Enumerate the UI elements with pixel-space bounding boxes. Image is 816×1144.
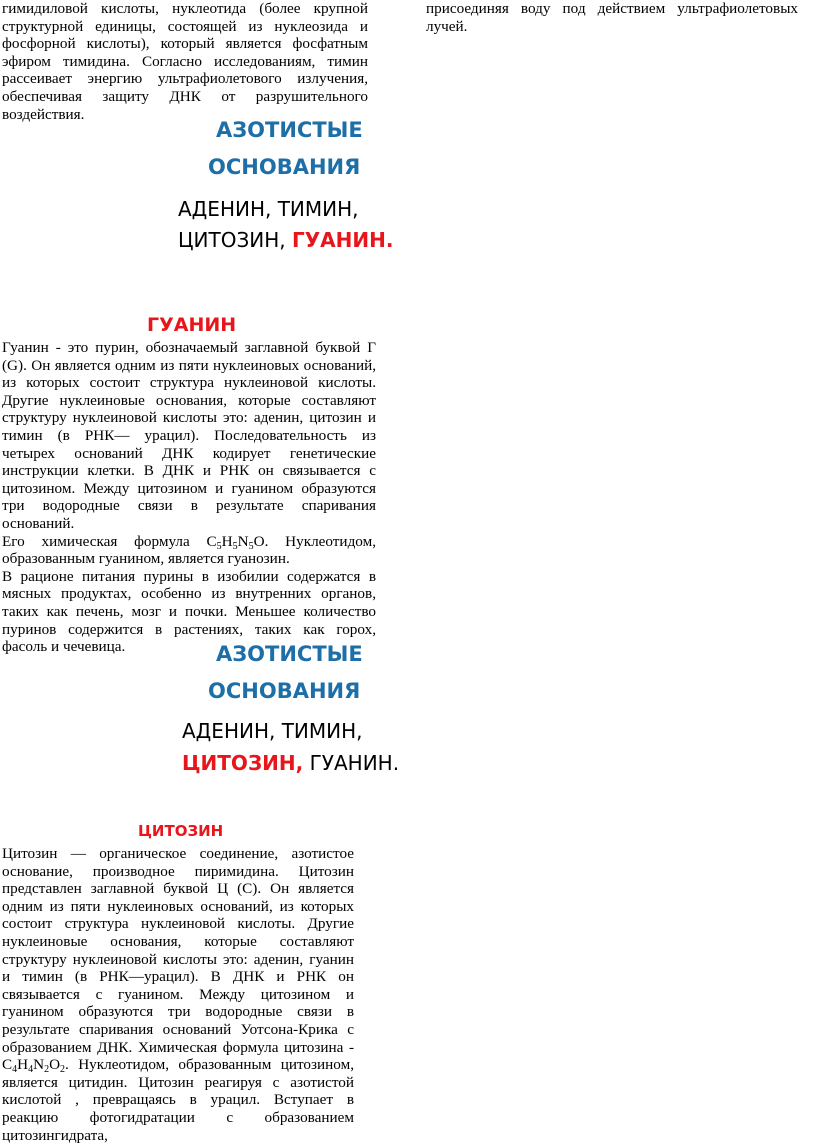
section-heading-line2: ОСНОВАНИЯ: [208, 155, 361, 179]
bases-list-plain: ЦИТОЗИН,: [178, 228, 292, 252]
section-heading-line2-2: ОСНОВАНИЯ: [208, 679, 361, 703]
section-heading-line1-2: АЗОТИСТЫЕ: [216, 642, 363, 666]
cytosine-p1-tail: . Нуклеотидом, образованным цитозином, является цитидин. Цитозин реагируя с азотистой кислотой , превращаясь в урацил. Вступает в реакцию фотогидратации с образованием цитозингидрата,: [2, 1056, 354, 1144]
cytosine-text: [2, 845, 354, 1144]
cytosine-paragraph: [2, 845, 354, 1144]
bases-list-line1: АДЕНИН, ТИМИН,: [178, 197, 359, 221]
bases-list2-highlight: ЦИТОЗИН,: [182, 751, 304, 775]
bases-list-line2: [178, 228, 393, 252]
guanine-p2-tail: . Нуклеотидом, образованным гуанином, является гуанозин.: [2, 532, 377, 568]
right-column-paragraph: присоединяя воду под действием ультрафиолетовых лучей.: [426, 0, 798, 35]
guanine-title: ГУАНИН: [147, 314, 237, 336]
guanine-paragraph-1: Гуанин - это пурин, обозначаемый заглавной буквой Г (G). Он является одним из пяти нуклеиновых оснований, из которых состоит структура нуклеиновой кислоты. Другие нуклеиновые основания, которые составляют структуру нуклеиновой кислоты это: аденин, цитозин и тимин (в РНК— урацил). Последовательность из четырех оснований ДНК кодирует генетические инструкции клетки. В ДНК и РНК он связывается с цитозином. Между цитозином и гуанином образуются три водородные связи в результате спаривания оснований.: [2, 339, 376, 532]
right-column: [426, 0, 806, 35]
guanine-paragraph-3: В рационе питания пурины в изобилии содержатся в мясных продуктах, особенно из внутренних органов, таких как печень, мозг и почки. Меньшее количество пуринов содержится в растениях, таких как горох, фасоль и чечевица.: [2, 567, 376, 656]
bases-list2-line2: [182, 751, 399, 775]
cytosine-p1-text: Цитозин — органическое соединение, азотистое основание, производное пиримидина. Цитозин представлен заглавной буквой Ц (C). Он является одним из пяти нуклеиновых оснований, из которых состоит структура нуклеиновой кислоты. Другие нуклеиновые основания, которые составляют структуру нуклеиновой кислоты это: аденин, гуанин и тимин (в РНК—урацил). В ДНК и РНК он связывается с гуанином. Между цитозином и гуанином образуются три водородные связи в результате спаривания оснований Уотсона-Крика с образованием ДНК. Химическая формула цитозина -: [2, 845, 354, 1056]
guanine-p2-text: Его химическая формула: [2, 532, 207, 550]
bases-list-highlight: ГУАНИН.: [291, 228, 394, 252]
guanine-paragraph-2: [2, 533, 376, 568]
guanine-formula: $C_5H_5N_5O$: [206, 532, 265, 552]
section-heading-line1: АЗОТИСТЫЕ: [216, 118, 363, 142]
bases-list2-plain: ГУАНИН.: [303, 751, 400, 775]
bases-list2-line1: АДЕНИН, ТИМИН,: [182, 719, 363, 743]
cytosine-title: ЦИТОЗИН: [138, 822, 224, 840]
thymine-continuation-paragraph: гимидиловой кислоты, нуклеотида (более крупной структурной единицы, состоящей из нуклеозида и фосфорной кислоты), который является фосфатным эфиром тимидина. Согласно исследованиям, тимин рассеивает энергию ультрафиолетового излучения, обеспечивая защиту ДНК от разрушительного воздействия.: [2, 0, 368, 123]
guanine-text: [2, 339, 376, 656]
cytosine-formula: $C_4H_4N_2O_2$: [2, 1056, 66, 1076]
